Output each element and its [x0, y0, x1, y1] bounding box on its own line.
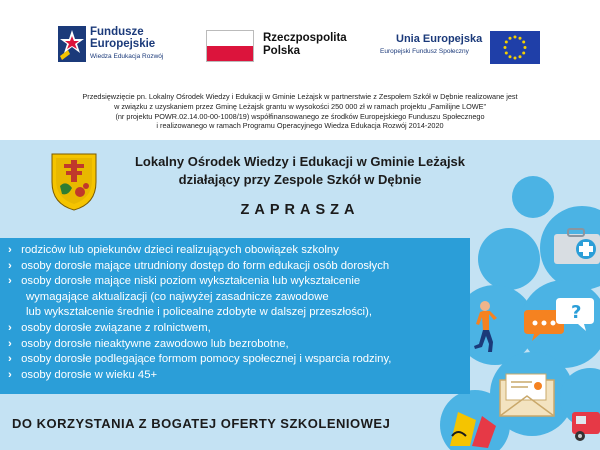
institution-title: Lokalny Ośrodek Wiedzy i Edukacji w Gminie Leżajsk — [134, 154, 466, 169]
list-item: › osoby dorosłe mające utrudniony dostęp do form edukacji osób dorosłych — [8, 259, 391, 275]
project-info-line: w związku z uzyskaniem przez Gminę Leżajsk grantu w wysokości 250 000 zł w ramach projektu „Familijne LOWE” — [114, 101, 486, 111]
chevron-right-icon: › — [8, 321, 12, 334]
fundusze-line2: Europejskie — [90, 38, 156, 50]
poland-line2: Polska — [263, 45, 301, 57]
chat-bubbles-icon — [522, 296, 596, 346]
project-info-line: (nr projektu POWR.02.14.00-00-1008/19) współfinansowanego ze środków Europejskiego Funduszu Społecznego — [115, 111, 485, 121]
exercising-person-icon — [470, 300, 500, 356]
list-item: › osoby dorosłe mające niski poziom wykształcenia lub wykształcenie — [8, 274, 391, 290]
list-item: › osoby dorosłe związane z rolnictwem, — [8, 321, 391, 337]
list-item: › osoby dorosłe podlegające formom pomocy społecznej i wsparcia rodziny, — [8, 352, 391, 368]
chevron-right-icon: › — [8, 337, 12, 350]
chevron-right-icon: › — [8, 275, 12, 288]
main-section — [0, 140, 600, 450]
red-truck-icon — [568, 404, 600, 444]
european-funds-logo — [58, 24, 188, 70]
european-funds-star-icon — [58, 26, 86, 62]
paintbrush-icon — [446, 406, 500, 450]
decor-circle — [478, 228, 540, 290]
project-info — [40, 92, 560, 131]
poland-line1: Rzeczpospolita — [263, 32, 347, 44]
decor-circle — [512, 176, 554, 218]
eu-line1: Unia Europejska — [396, 33, 483, 45]
poland-flag-icon — [206, 30, 254, 62]
list-item: › rodziców lub opiekunów dzieci realizujących obowiązek szkolny — [8, 243, 391, 259]
invite-heading: ZAPRASZA — [240, 202, 360, 218]
offer-tagline: DO KORZYSTANIA Z BOGATEJ OFERTY SZKOLENIOWEJ — [12, 416, 391, 431]
list-item-continuation: wymagające aktualizacji (co najwyżej zasadnicze zawodowe — [26, 290, 329, 303]
project-info-line: Przedsięwzięcie pn. Lokalny Ośrodek Wiedzy i Edukacji w Gminie Leżajsk w partnerstwie z Zespołem Szkół w Dębnie realizowane jest — [82, 92, 518, 101]
certificate-envelope-icon — [498, 372, 558, 418]
audience-list — [8, 243, 391, 383]
poland-logo — [206, 30, 366, 70]
institution-subtitle: działający przy Zespole Szkół w Dębnie — [178, 172, 422, 187]
list-item-continuation: lub wykształcenie średnie i policealne zdobyte w dalszej przeszłości), — [26, 306, 372, 319]
logos-bar — [0, 0, 600, 88]
svg-text:?: ? — [571, 302, 582, 323]
chevron-right-icon: › — [8, 353, 12, 366]
list-item: › osoby dorosłe nieaktywne zawodowo lub bezrobotne, — [8, 337, 391, 353]
fundusze-line3: Wiedza Edukacja Rozwój — [90, 53, 164, 60]
eu-line2: Europejski Fundusz Społeczny — [380, 48, 469, 55]
coat-of-arms-icon — [50, 152, 98, 212]
chevron-right-icon: › — [8, 368, 12, 381]
fundusze-line1: Fundusze — [90, 26, 144, 38]
first-aid-kit-icon — [552, 228, 600, 264]
eu-flag-icon — [490, 31, 540, 64]
project-info-line: i realizowanego w ramach Programu Operacyjnego Wiedza Edukacja Rozwój 2014-2020 — [156, 121, 444, 131]
audience-panel — [0, 238, 470, 394]
chevron-right-icon: › — [8, 244, 12, 256]
chevron-right-icon: › — [8, 259, 12, 272]
list-item: › osoby dorosłe w wieku 45+ — [8, 368, 391, 384]
eu-logo — [380, 30, 550, 70]
